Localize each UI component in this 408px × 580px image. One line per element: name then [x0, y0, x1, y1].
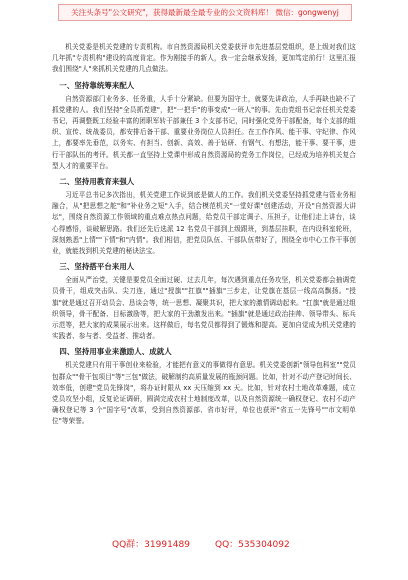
section-heading-4: 四、坚持用事业来激励人、成就人	[59, 347, 172, 357]
article-body	[52, 42, 356, 429]
section-body-2: 习近平总书记多次指出，机关党建工作说到底是做人的工作。我们机关党委坚持抓党建与管业务相融合，从"把思想之舵"和"补业务之短"入手，结合模范机关"一堂好课"创建活动，开设"自然资源大讲坛"，围绕自然资源工作领域的重点难点热点问题，给党员干部定调子、压担子，让他们走上讲台，谈心得感悟，谈破解思路。我们还先后选派 12 名党员干部到上级跟班，到基层挂职，在内设科室轮班，深刻熟悉"上情""下情"和"内情"。我们相信，把党员队伍、干部队伍带好了，围绕全市中心工作干事创业，就能找到机关党建的秘诀法宝。	[52, 191, 356, 256]
qq-group-number: QQ群：31991489	[112, 540, 190, 550]
section-body-4: 机关党建只有用干事创业来检验，才能把有意义的事做得有意思。机关党委创新"领导包科室""党员包群众""骨干包项目"等"三包"做法，破解制约高质量发展的瓶颈问题。比如，针对不动产登记时间长、效率低，创建"党员先锋岗"，将办证时限从 xx 天压缩到 xx 天。比如，针对农村土地改革难题，成立党员攻坚小组，反复论证调研，圆满完成农村土地制度改革，以及自然资源统一确权登记、农村不动产确权登记等 3 个"国字号"改革，受到自然资源部、省市好评，单位也获评"省五一先锋号""市文明单位"等荣誉。	[52, 361, 356, 426]
promo-banner[interactable]: 关注头条号"公文研究"，获得最新最全最专业的公文资料库！ 微信：gongwenyj	[58, 4, 352, 21]
intro-paragraph: 机关党委是机关党建的专责机构。市自然资源局机关党委获评市先进基层党组织，是上级对我们这几年抓"专责机构"建设的高度肯定。作为刚接手的新人，我一定会继承发扬，更加笃定前行！这里汇报我们围绕"人"来抓机关党建的几点做法。	[52, 43, 356, 74]
section-heading-1: 一、坚持靠统筹来配人	[59, 80, 135, 90]
section-body-1: 自然资源部门业务多、任务重，人手十分紧缺。但要为国守土，就要先讲政治，人手再缺也缺不了抓党建的人。我们坚持"全员抓党建"，把"一把手"的事变成"一班人"的事。先由党组书记亲任机关党委书记，再调整既工经验丰富的团职军转干部兼任 3 个支部书记，同时强化党务干部配备，每个支部的组织、宣传、统战委员，都安排后备干部、重要业务岗位人员担任。在工作作风、能干事、守纪律、作风上，都要率先垂范，以务实、有担当、创新、高效、善于钻研、有钢气、有想法，能干事、要干事，进行干部队伍的考评。机关都一直坚持上党课中形成自然资源局的党务工作岗位，已经成为培养机关复合型人才的重要平台。	[52, 94, 356, 170]
footer-contact	[0, 535, 408, 555]
section-body-3: 全面从严治党，关键是要党员全面过硬、过去几年，每次遇到重点任务攻坚，机关党委都会抽调党员骨干，组成突击队、尖刀连，通过"授旗""扛旗""插旗"三步走，让党旗在基层一线高高飘扬。"授旗"就是通过召开动员会、恳谈会等，统一思想、凝聚共识，把大家的激情调动起来。"扛旗"就是通过组织领导，骨干配备、目标激励等，把大家的干劲激发出来。"插旗"就是通过政治挂帅、领导带头、标兵示范等，把大家的成果展示出来。这样做后，每名党员都得到了锻炼和提高。更加自觉成为机关党建的实践者、参与者、受益者、推动者。	[52, 276, 356, 341]
section-heading-3: 三、坚持搭平台来用人	[59, 262, 135, 272]
qq-number: QQ：535304092	[215, 540, 290, 550]
section-heading-2: 二、坚持用教育来强人	[59, 177, 135, 187]
